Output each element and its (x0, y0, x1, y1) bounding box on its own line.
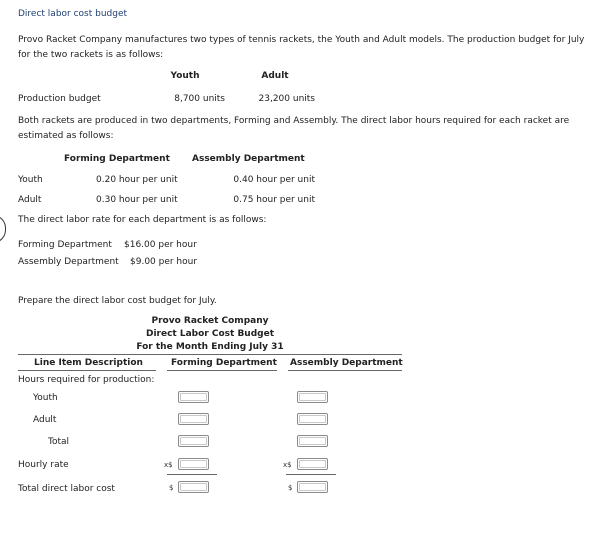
rate-paragraph: The direct labor rate for each department is as follows: (18, 215, 267, 225)
production-row-label: Production budget (18, 94, 101, 104)
production-col-adult: Adult (261, 71, 289, 81)
page-title: Direct labor cost budget (18, 9, 128, 19)
row-total-cost: Total direct labor cost (18, 484, 115, 494)
rate-rule (286, 474, 336, 475)
row-hourly-rate: Hourly rate (18, 460, 69, 470)
forming-hourly-rate-input[interactable] (178, 458, 209, 470)
assembly-youth-hours-input[interactable] (297, 391, 328, 403)
assembly-hourly-rate-input[interactable] (297, 458, 328, 470)
assembly-cost-prefix: $ (288, 484, 293, 492)
departments-paragraph: Both rackets are produced in two departments, Forming and Assembly. The direct labor hours required for each racket are estimated as follows: (18, 116, 570, 141)
hours-row-label: Youth (18, 175, 43, 185)
col-header-line-item: Line Item Description (34, 358, 143, 368)
header-rule-top (18, 354, 402, 355)
intro-paragraph: Provo Racket Company manufactures two types of tennis rackets, the Youth and Adult models. The production budget for July for the two rackets is as follows: (18, 35, 585, 60)
production-youth-value: 8,700 units (174, 94, 225, 104)
row-total: Total (48, 437, 70, 447)
production-adult-value: 23,200 units (258, 94, 315, 104)
assembly-rate-prefix: x$ (283, 461, 292, 469)
hours-forming-value: 0.20 hour per unit (96, 175, 178, 185)
header-rule-bottom (167, 370, 277, 371)
forming-total-hours-input[interactable] (178, 435, 209, 447)
forming-cost-prefix: $ (169, 484, 174, 492)
bracket-mark (0, 215, 6, 243)
hours-forming-value: 0.30 hour per unit (96, 195, 178, 205)
hours-col-assembly: Assembly Department (192, 154, 305, 164)
header-rule-bottom (18, 370, 156, 371)
rate-label-assembly: Assembly Department (18, 257, 119, 267)
col-header-assembly: Assembly Department (290, 358, 403, 368)
rate-value-forming: $16.00 per hour (124, 240, 197, 250)
forming-youth-hours-input[interactable] (178, 391, 209, 403)
production-col-youth: Youth (170, 71, 200, 81)
hours-row-label: Adult (18, 195, 42, 205)
budget-company: Provo Racket Company (151, 316, 269, 326)
rate-label-forming: Forming Department (18, 240, 112, 250)
col-header-forming: Forming Department (171, 358, 277, 368)
instruction-text: Prepare the direct labor cost budget for July. (18, 296, 217, 306)
rate-rule (167, 474, 217, 475)
rate-value-assembly: $9.00 per hour (130, 257, 198, 267)
forming-rate-prefix: x$ (164, 461, 173, 469)
forming-total-cost-input[interactable] (178, 481, 209, 493)
hours-col-forming: Forming Department (64, 154, 170, 164)
budget-period: For the Month Ending July 31 (136, 342, 284, 352)
forming-adult-hours-input[interactable] (178, 413, 209, 425)
row-hours-required: Hours required for production: (18, 375, 155, 385)
hours-assembly-value: 0.75 hour per unit (233, 195, 315, 205)
assembly-total-hours-input[interactable] (297, 435, 328, 447)
assembly-adult-hours-input[interactable] (297, 413, 328, 425)
budget-name: Direct Labor Cost Budget (145, 329, 274, 339)
row-adult: Adult (33, 415, 57, 425)
assembly-total-cost-input[interactable] (297, 481, 328, 493)
row-youth: Youth (33, 393, 58, 403)
hours-assembly-value: 0.40 hour per unit (233, 175, 315, 185)
header-rule-bottom (288, 370, 402, 371)
